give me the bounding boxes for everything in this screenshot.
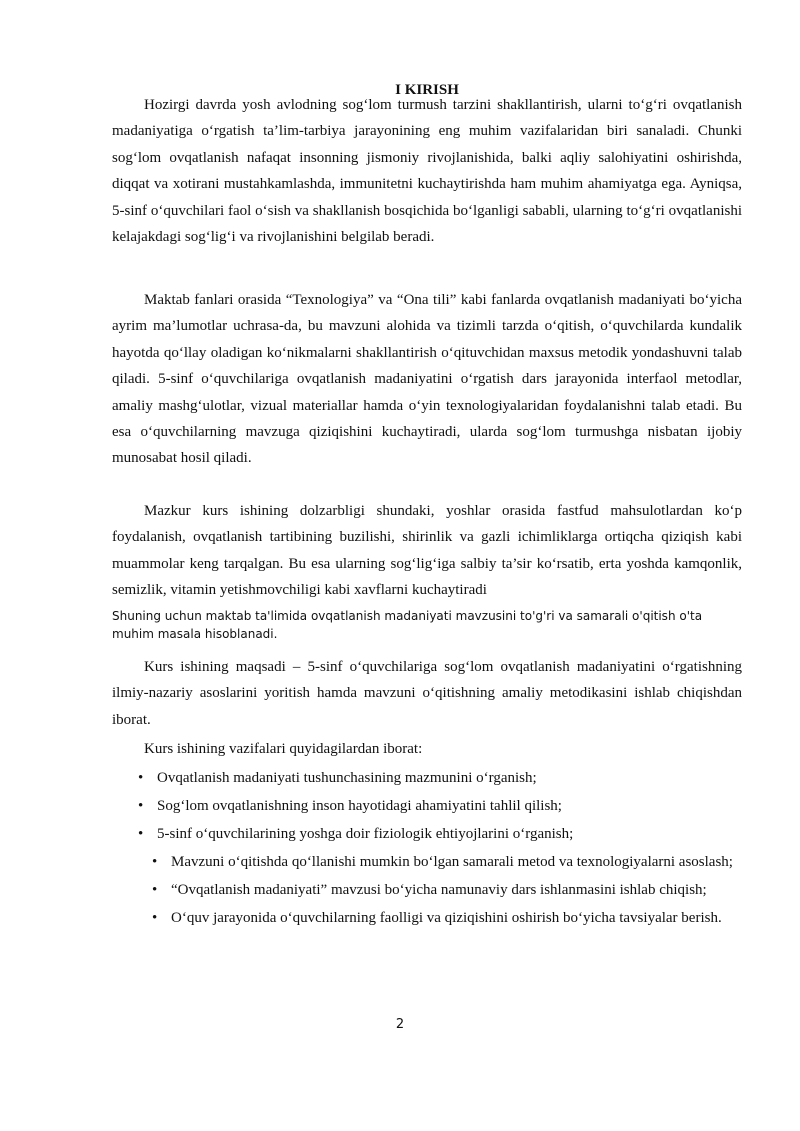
- task-text: Sog‘lom ovqatlanishning inson hayotidagi ahamiyatini tahlil qilish;: [157, 797, 562, 814]
- task-text: 5-sinf o‘quvchilarining yoshga doir fiziologik ehtiyojlarini o‘rganish;: [157, 825, 574, 842]
- page-number: 2: [395, 1017, 405, 1032]
- bullet-icon: •: [138, 770, 144, 786]
- list-item: [112, 905, 742, 931]
- bullet-icon: •: [138, 797, 144, 814]
- task-text: Mavzuni o‘qitishda qo‘llanishi mumkin bo‘lgan samarali metod va texnologiyalarni asoslash;: [171, 853, 733, 870]
- paragraph-relevance: Mazkur kurs ishining dolzarbligi shundaki, yoshlar orasida fastfud mahsulotlardan ko‘p foydalanish, ovqatlanish tartibining buzilishi, shirinlik va gazli ichimliklarga ortiqcha qiziqish kabi muammolar keng tarqalgan. Bu esa ularning sog‘lig‘iga salbiy ta’sir ko‘rsatib, erta yoshda kamqonlik, semizlik, vitamin yetishmovchiligi kabi xavflarni kuchaytiradi: [112, 503, 742, 599]
- bullet-icon: •: [138, 825, 144, 842]
- bullet-icon: •: [152, 909, 158, 926]
- bullet-icon: •: [152, 881, 158, 898]
- list-item: [112, 765, 742, 791]
- list-item: [112, 821, 742, 847]
- task-text: O‘quv jarayonida o‘quvchilarning faolligi va qiziqishini oshirish bo‘yicha tavsiyalar berish.: [171, 909, 722, 926]
- list-item: [112, 877, 742, 903]
- tasks-list: [112, 765, 742, 932]
- list-item: [112, 793, 742, 819]
- paragraph-tasks-intro: Kurs ishining vazifalari quyidagilardan iborat:: [144, 741, 423, 757]
- task-text: “Ovqatlanish madaniyati” mavzusi bo‘yicha namunaviy dars ishlanmasini ishlab chiqish;: [171, 881, 707, 898]
- section-heading: I KIRISH: [395, 82, 459, 98]
- paragraph-school-subjects: Maktab fanlari orasida “Texnologiya” va “Ona tili” kabi fanlarda ovqatlanish madaniyati bo‘yicha ayrim ma’lumotlar uchrasa-da, bu mavzuni alohida va tizimli tarzda o‘qitish, o‘quvchilarda kundalik hayotda qo‘llay oladigan ko‘nikmalarni shakllantirish o‘qituvchidan maxsus metodik yondashuvni talab qiladi. 5-sinf o‘quvchilariga ovqatlanish madaniyatini o‘rgatish dars jarayonida interfaol metodlar, amaliy mashg‘ulotlar, vizual materiallar hamda o‘yin texnologiyalaridan foydalanishni talab etadi. Bu esa o‘quvchilarning mavzuga qiziqishini kuchaytiradi, ularda sog‘lom turmushga nisbatan ijobiy munosabat hosil qiladi.: [112, 292, 742, 467]
- bullet-icon: •: [152, 853, 158, 870]
- note-paragraph: Shuning uchun maktab ta'limida ovqatlanish madaniyati mavzusini to'g'ri va samarali o'qitish o'ta muhim masala hisoblanadi.: [112, 609, 703, 641]
- paragraph-intro: Hozirgi davrda yosh avlodning sog‘lom turmush tarzini shakllantirish, ularni to‘g‘ri ovqatlanish madaniyatiga o‘rgatish ta’lim-tarbiya jarayonining eng muhim vazifalaridan biri sanaladi. Chunki sog‘lom ovqatlanish nafaqat insonning jismoniy rivojlanishida, balki aqliy salohiyatini oshirishda, diqqat va xotirani mustahkamlashda, immunitetni kuchaytirishda ham muhim ahamiyatga ega. Ayniqsa, 5-sinf o‘quvchilari faol o‘sish va shakllanish bosqichida bo‘lganligi sababli, ularning to‘g‘ri ovqatlanishi kelajakdagi sog‘lig‘i va rivojlanishini belgilab beradi.: [112, 97, 742, 246]
- task-text: Ovqatlanish madaniyati tushunchasining mazmunini o‘rganish;: [157, 770, 537, 786]
- list-item: [112, 849, 742, 875]
- paragraph-aim: Kurs ishining maqsadi – 5-sinf o‘quvchilariga sog‘lom ovqatlanish madaniyatini o‘rgatishning ilmiy-nazariy asoslarini yoritish hamda mavzuni o‘qitishning amaliy metodikasini ishlab chiqishdan iborat.: [112, 659, 742, 728]
